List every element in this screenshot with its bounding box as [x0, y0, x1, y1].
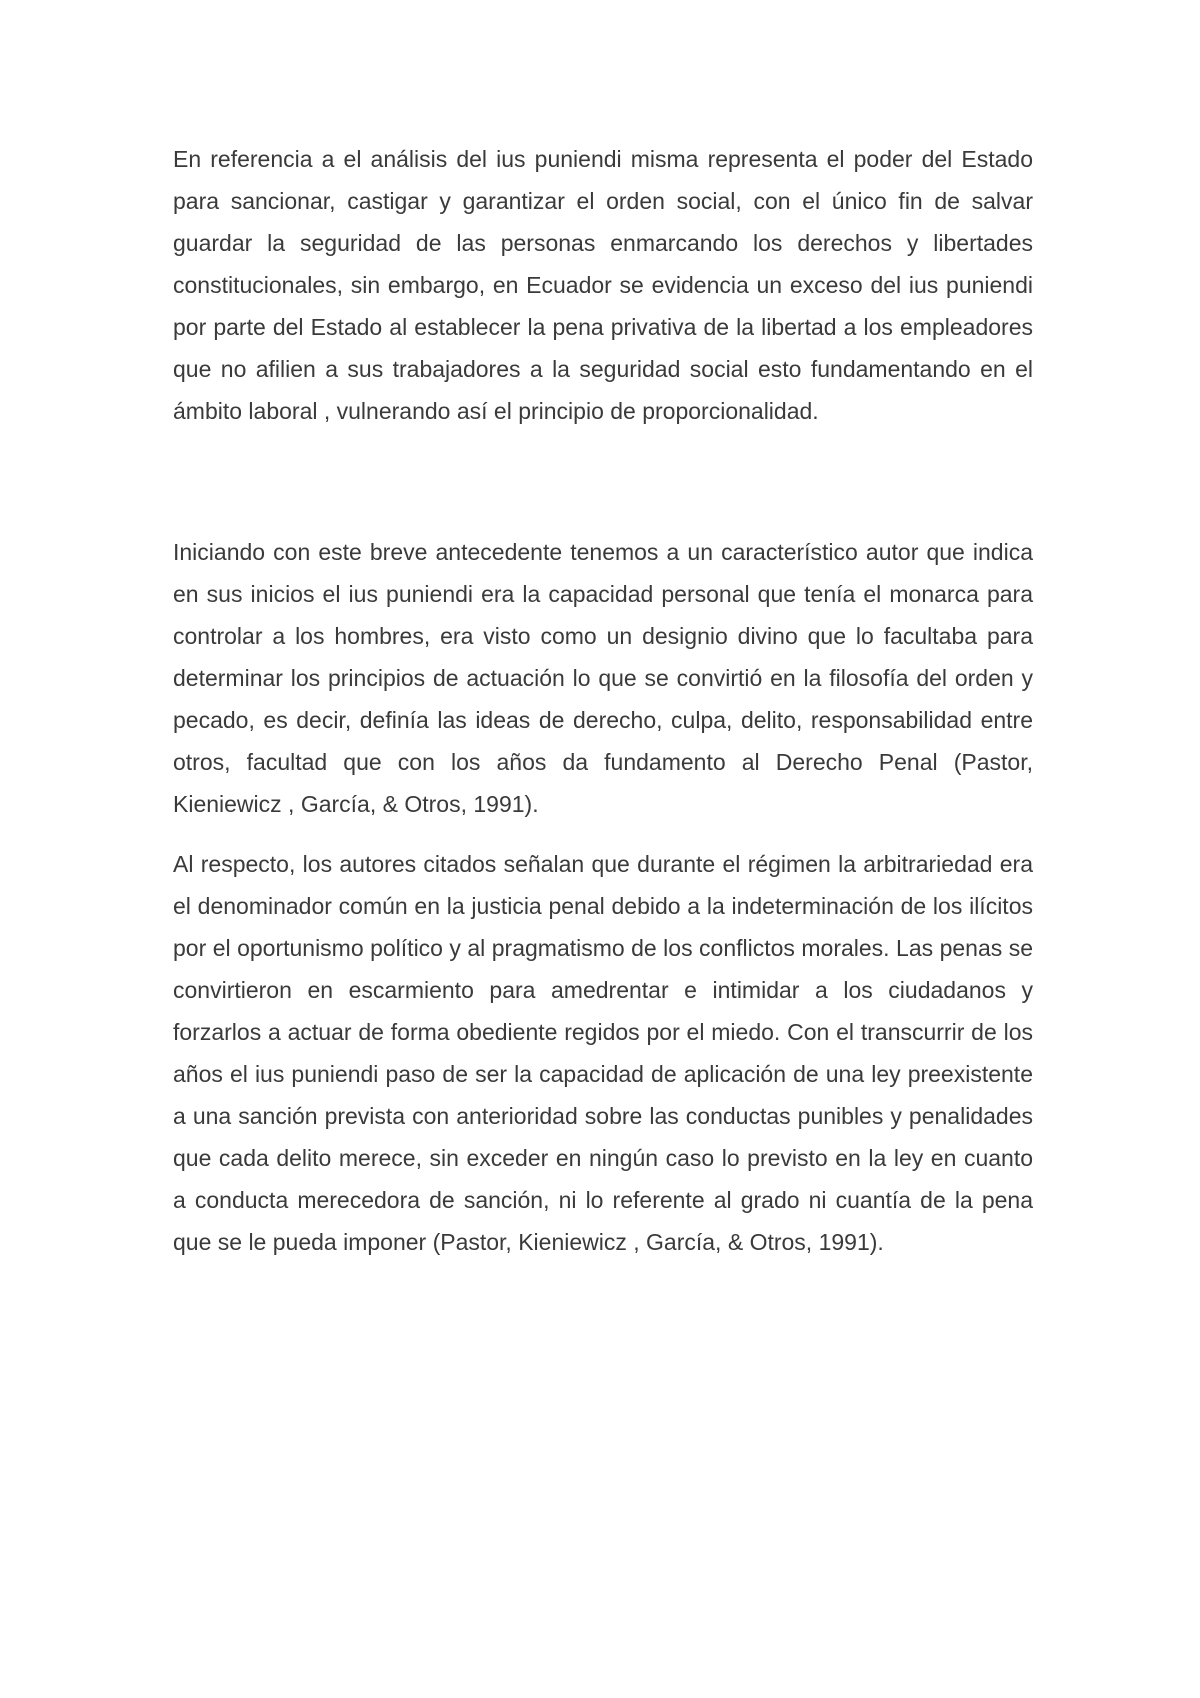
- paragraph-authors-analysis: Al respecto, los autores citados señalan que durante el régimen la arbitrariedad era el denominador común en la justicia penal debido a la indeterminación de los ilícitos por el oportunismo político y al pragmatismo de los conflictos morales. Las penas se convirtieron en escarmiento para amedrentar e intimidar a los ciudadanos y forzarlos a actuar de forma obediente regidos por el miedo. Con el transcurrir de los años el ius puniendi paso de ser la capacidad de aplicación de una ley preexistente a una sanción prevista con anterioridad sobre las conductas punibles y penalidades que cada delito merece, sin exceder en ningún caso lo previsto en la ley en cuanto a conducta merecedora de sanción, ni lo referente al grado ni cuantía de la pena que se le pueda imponer (Pastor, Kieniewicz , García, & Otros, 1991).: [173, 851, 1033, 1255]
- paragraph-ius-puniendi-intro: En referencia a el análisis del ius puniendi misma representa el poder del Estado para sancionar, castigar y garantizar el orden social, con el único fin de salvar guardar la seguridad de las personas enmarcando los derechos y libertades constitucionales, sin embargo, en Ecuador se evidencia un exceso del ius puniendi por parte del Estado al establecer la pena privativa de la libertad a los empleadores que no afilien a sus trabajadores a la seguridad social esto fundamentando en el ámbito laboral , vulnerando así el principio de proporcionalidad.: [173, 146, 1033, 424]
- paragraph-historical-background: Iniciando con este breve antecedente tenemos a un característico autor que indica en sus inicios el ius puniendi era la capacidad personal que tenía el monarca para controlar a los hombres, era visto como un designio divino que lo facultaba para determinar los principios de actuación lo que se convirtió en la filosofía del orden y pecado, es decir, definía las ideas de derecho, culpa, delito, responsabilidad entre otros, facultad que con los años da fundamento al Derecho Penal (Pastor, Kieniewicz , García, & Otros, 1991).: [173, 539, 1033, 817]
